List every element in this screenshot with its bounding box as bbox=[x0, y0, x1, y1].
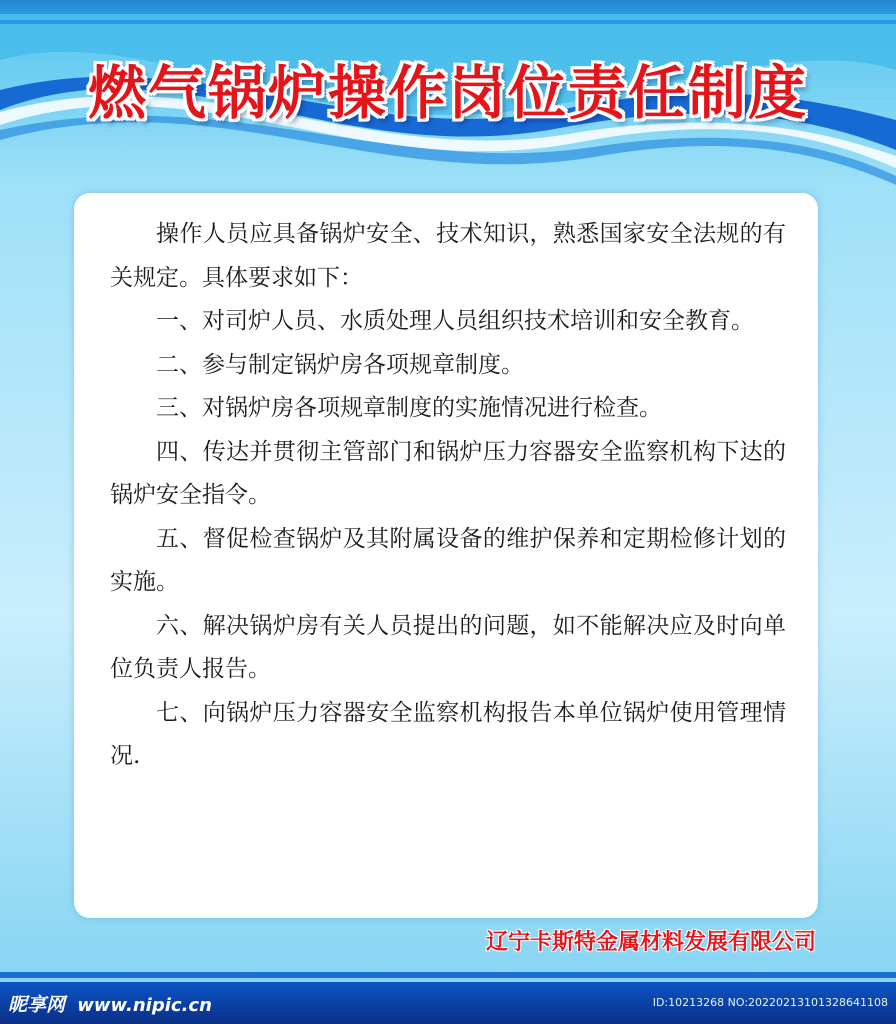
paragraph-item-7: 七、向锅炉压力容器安全监察机构报告本单位锅炉使用管理情况. bbox=[110, 699, 786, 769]
image-id: ID:10213268 NO:20220213101328641108 bbox=[652, 996, 888, 1009]
watermark bbox=[8, 990, 212, 1017]
paragraph-intro: 操作人员应具备锅炉安全、技术知识，熟悉国家安全法规的有关规定。具体要求如下： bbox=[110, 221, 786, 291]
bottom-stripe bbox=[0, 972, 896, 978]
page-title: 燃气锅炉操作岗位责任制度 bbox=[87, 59, 808, 127]
paragraph-item-6: 六、解决锅炉房有关人员提出的问题，如不能解决应及时向单位负责人报告。 bbox=[110, 612, 786, 682]
company-name: 辽宁卡斯特金属材料发展有限公司 bbox=[485, 930, 816, 955]
paragraph-item-1: 一、对司炉人员、水质处理人员组织技术培训和安全教育。 bbox=[156, 308, 754, 334]
paragraph-item-5: 五、督促检查锅炉及其附属设备的维护保养和定期检修计划的实施。 bbox=[110, 525, 786, 595]
watermark-url: www.nipic.cn bbox=[77, 995, 212, 1016]
body-text bbox=[110, 213, 786, 779]
paragraph-item-2: 二、参与制定锅炉房各项规章制度。 bbox=[156, 351, 524, 378]
watermark-brand: 昵享网 bbox=[8, 994, 66, 1016]
paragraph-item-4: 四、传达并贯彻主管部门和锅炉压力容器安全监察机构下达的锅炉安全指令。 bbox=[110, 438, 786, 508]
content-panel bbox=[74, 193, 818, 918]
paragraph-item-3: 三、对锅炉房各项规章制度的实施情况进行检查。 bbox=[156, 395, 662, 421]
